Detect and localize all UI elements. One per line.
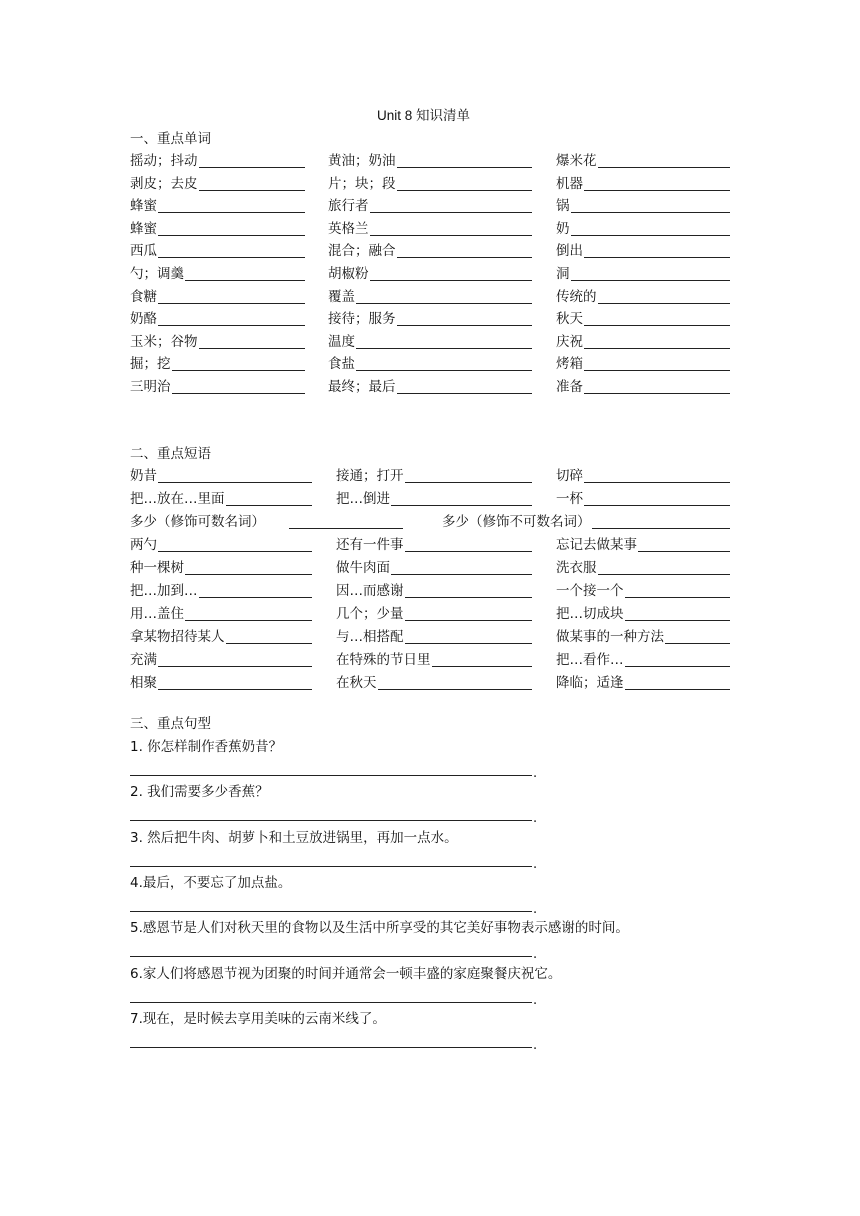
sentence-prompt: 7.现在，是时候去享用美味的云南米线了。 (130, 1010, 386, 1027)
word-prompt: 奶酪 (130, 311, 157, 328)
word-answer-blank[interactable] (571, 235, 730, 236)
phrase-answer-blank[interactable] (226, 505, 312, 506)
phrase-prompt: 做某事的一种方法 (556, 629, 664, 645)
word-prompt: 食盐 (328, 356, 355, 373)
phrase-prompt: 把…放在…里面 (130, 491, 225, 507)
phrase-answer-blank[interactable] (405, 482, 532, 483)
word-answer-blank[interactable] (370, 235, 532, 236)
phrase-prompt: 几个；少量 (336, 606, 404, 622)
word-prompt: 三明治 (130, 379, 171, 395)
sentence-prompt: 2. 我们需要多少香蕉？ (130, 784, 269, 801)
word-answer-blank[interactable] (397, 393, 532, 394)
word-prompt: 食糖 (130, 288, 157, 305)
phrase-answer-blank[interactable] (199, 597, 312, 598)
phrase-answer-blank[interactable] (584, 482, 730, 483)
phrase-prompt: 做牛肉面 (336, 560, 390, 576)
phrase-answer-blank[interactable] (378, 689, 532, 690)
sentence-period: . (533, 1037, 538, 1053)
phrase-answer-blank[interactable] (289, 528, 403, 529)
word-answer-blank[interactable] (356, 348, 532, 349)
phrase-answer-blank[interactable] (158, 689, 312, 690)
sentence-period: . (533, 992, 538, 1008)
phrase-prompt: 与…相搭配 (336, 629, 404, 645)
word-answer-blank[interactable] (584, 370, 730, 371)
word-prompt: 片；块；段 (328, 175, 396, 192)
phrase-prompt: 两勺 (130, 537, 157, 553)
phrase-prompt: 切碎 (556, 468, 583, 484)
word-answer-blank[interactable] (356, 303, 532, 304)
word-prompt: 摇动；抖动 (130, 153, 198, 169)
sentence-prompt: 1. 你怎样制作香蕉奶昔？ (130, 739, 283, 755)
phrase-prompt: 多少（修饰不可数名词） (442, 514, 591, 530)
word-prompt: 锅 (556, 198, 570, 215)
word-prompt: 勺；调羹 (130, 266, 184, 282)
phrase-answer-blank[interactable] (226, 643, 312, 644)
sentence-prompt: 4.最后，不要忘了加点盐。 (130, 874, 292, 891)
phrase-prompt: 把…加到… (130, 583, 198, 599)
phrase-prompt: 洗衣服 (556, 560, 597, 576)
phrase-answer-blank[interactable] (158, 551, 312, 552)
phrase-prompt: 降临；适逢 (556, 675, 624, 691)
word-answer-blank[interactable] (370, 280, 532, 281)
phrase-prompt: 充满 (130, 652, 157, 668)
phrase-prompt: 在秋天 (336, 675, 377, 691)
word-prompt: 庆祝 (556, 333, 583, 350)
word-answer-blank[interactable] (584, 325, 730, 326)
word-answer-blank[interactable] (172, 370, 305, 371)
phrase-prompt: 忘记去做某事 (556, 537, 637, 553)
word-answer-blank[interactable] (199, 348, 305, 349)
word-prompt: 覆盖 (328, 288, 355, 305)
word-prompt: 旅行者 (328, 198, 369, 215)
phrase-prompt: 还有一件事 (336, 537, 404, 553)
sentence-prompt: 5.感恩节是人们对秋天里的食物以及生活中所享受的其它美好事物表示感谢的时间。 (130, 920, 629, 937)
word-answer-blank[interactable] (158, 325, 305, 326)
word-answer-blank[interactable] (172, 393, 305, 394)
word-prompt: 接待；服务 (328, 311, 396, 328)
word-prompt: 剥皮；去皮 (130, 175, 198, 192)
phrase-answer-blank[interactable] (391, 505, 532, 506)
word-answer-blank[interactable] (158, 212, 305, 213)
word-prompt: 爆米花 (556, 153, 597, 169)
word-prompt: 玉米；谷物 (130, 333, 198, 350)
sentence-period: . (533, 947, 538, 963)
word-answer-blank[interactable] (571, 280, 730, 281)
phrase-prompt: 奶昔 (130, 468, 157, 484)
phrase-prompt: 接通；打开 (336, 468, 404, 484)
phrase-prompt: 种一棵树 (130, 560, 184, 576)
word-prompt: 机器 (556, 175, 583, 192)
phrase-answer-blank[interactable] (405, 551, 532, 552)
word-prompt: 倒出 (556, 243, 583, 260)
word-prompt: 英格兰 (328, 220, 369, 237)
sentence-period: . (533, 811, 538, 827)
phrase-answer-blank[interactable] (391, 574, 532, 575)
word-prompt: 掘；挖 (130, 356, 171, 373)
word-prompt: 混合；融合 (328, 243, 396, 260)
word-answer-blank[interactable] (584, 393, 730, 394)
word-answer-blank[interactable] (397, 325, 532, 326)
word-prompt: 蜂蜜 (130, 220, 157, 237)
sentence-prompt: 3. 然后把牛肉、胡萝卜和土豆放进锅里，再加一点水。 (130, 829, 458, 846)
word-prompt: 最终；最后 (328, 379, 396, 395)
phrase-prompt: 一杯 (556, 491, 583, 507)
word-answer-blank[interactable] (584, 348, 730, 349)
phrase-answer-blank[interactable] (185, 620, 312, 621)
page-title: Unit 8 知识清单 (377, 108, 471, 123)
phrase-answer-blank[interactable] (592, 528, 730, 529)
word-answer-blank[interactable] (598, 303, 730, 304)
word-answer-blank[interactable] (397, 190, 532, 191)
phrase-answer-blank[interactable] (584, 505, 730, 506)
sentence-prompt: 6.家人们将感恩节视为团聚的时间并通常会一顿丰盛的家庭聚餐庆祝它。 (130, 965, 562, 982)
word-answer-blank[interactable] (584, 190, 730, 191)
phrase-answer-blank[interactable] (405, 620, 532, 621)
section-heading-words: 一、重点单词 (130, 131, 211, 147)
word-answer-blank[interactable] (397, 167, 532, 168)
phrase-prompt: 一个接一个 (556, 583, 624, 599)
word-answer-blank[interactable] (370, 212, 532, 213)
sentence-period: . (533, 901, 538, 917)
sentence-answer-line[interactable] (130, 820, 532, 821)
phrase-answer-blank[interactable] (665, 643, 730, 644)
phrase-prompt: 把…倒进 (336, 491, 390, 507)
sentence-answer-line[interactable] (130, 956, 532, 957)
phrase-prompt: 多少（修饰可数名词） (130, 514, 265, 530)
word-prompt: 洞 (556, 266, 570, 282)
phrase-answer-blank[interactable] (625, 620, 730, 621)
phrase-prompt: 相聚 (130, 675, 157, 691)
word-answer-blank[interactable] (158, 303, 305, 304)
word-answer-blank[interactable] (397, 257, 532, 258)
word-answer-blank[interactable] (598, 167, 730, 168)
phrase-answer-blank[interactable] (432, 666, 532, 667)
phrase-prompt: 拿某物招待某人 (130, 629, 225, 645)
sentence-answer-line[interactable] (130, 1047, 532, 1048)
phrase-answer-blank[interactable] (405, 597, 532, 598)
phrase-answer-blank[interactable] (405, 643, 532, 644)
phrase-prompt: 在特殊的节日里 (336, 652, 431, 668)
phrase-prompt: 把…看作… (556, 652, 624, 668)
section-heading-sentences: 三、重点句型 (130, 716, 211, 732)
phrase-prompt: 用…盖住 (130, 606, 184, 622)
sentence-answer-line[interactable] (130, 1002, 532, 1003)
word-prompt: 胡椒粉 (328, 266, 369, 282)
phrase-answer-blank[interactable] (158, 482, 312, 483)
phrase-answer-blank[interactable] (638, 551, 730, 552)
word-prompt: 传统的 (556, 288, 597, 305)
word-answer-blank[interactable] (185, 280, 305, 281)
word-answer-blank[interactable] (158, 257, 305, 258)
word-prompt: 西瓜 (130, 243, 157, 260)
word-answer-blank[interactable] (199, 190, 305, 191)
sentence-period: . (533, 856, 538, 872)
phrase-prompt: 把…切成块 (556, 606, 624, 622)
word-prompt: 秋天 (556, 311, 583, 328)
word-prompt: 蜂蜜 (130, 198, 157, 215)
phrase-answer-blank[interactable] (625, 666, 730, 667)
word-answer-blank[interactable] (158, 235, 305, 236)
sentence-answer-line[interactable] (130, 775, 532, 776)
sentence-answer-line[interactable] (130, 911, 532, 912)
word-prompt: 奶 (556, 220, 570, 237)
phrase-answer-blank[interactable] (185, 574, 312, 575)
phrase-answer-blank[interactable] (158, 666, 312, 667)
phrase-prompt: 因…而感谢 (336, 583, 404, 599)
word-prompt: 准备 (556, 379, 583, 395)
word-answer-blank[interactable] (571, 212, 730, 213)
word-prompt: 黄油；奶油 (328, 153, 396, 169)
word-prompt: 烤箱 (556, 356, 583, 373)
phrase-answer-blank[interactable] (625, 597, 730, 598)
word-answer-blank[interactable] (199, 167, 305, 168)
word-answer-blank[interactable] (356, 370, 532, 371)
sentence-period: . (533, 766, 538, 781)
section-heading-phrases: 二、重点短语 (130, 446, 211, 462)
sentence-answer-line[interactable] (130, 866, 532, 867)
phrase-answer-blank[interactable] (598, 574, 730, 575)
word-prompt: 温度 (328, 333, 355, 350)
phrase-answer-blank[interactable] (625, 689, 730, 690)
word-answer-blank[interactable] (584, 257, 730, 258)
